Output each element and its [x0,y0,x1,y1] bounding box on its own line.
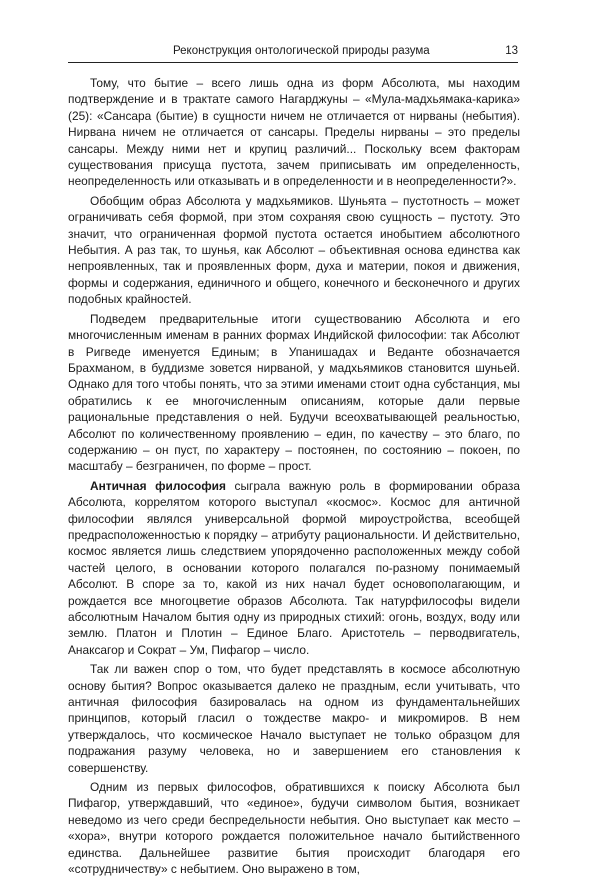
paragraph-text: Тому, что бытие – всего лишь одна из форм Абсолюта, мы находим подтверждение и в трактате самого Нагарджуны – «Мула-мадхьямака-карика» (25): «Сансара (бытие) в сущности ничем не отличается от нирваны (небытия). Нирвана ничем не отличается от сансары. Пределы нирваны – это пределы сансары. Между ними нет и крупиц различий... Поскольку всем факторам существования присуща пустота, зачем приписывать им определенность, неопределенность или отказывать и в определенности и в неопределенности?». [68,76,520,189]
paragraph-text: Так ли важен спор о том, что будет представлять в космосе абсолютную основу бытия? Вопрос оказывается далеко не праздным, если учитывать, что античная философия базировалась на одном из фундаментальнейших принципов, который гласил о тождестве макро- и микромиров. В нем утверждалось, что космическое Начало выступает не только образцом для подражания разуму человека, но и завершением его становления к совершенству. [68,662,520,775]
paragraph-2 [68,193,520,308]
page-number: 13 [505,45,518,57]
paragraph-text: Подведем предварительные итоги существованию Абсолюта и его многочисленным именам в ранних формах Индийской философии: так Абсолют в Ригведе именуется Единым; в Упанишадах и Веданте обозначается Брахманом, в буддизме зовется нирваной, у мадхьямиков становится шуньей. Однако для того чтобы понять, что за этими именами стоит одна субстанция, мы обратились к ее многочисленным описаниям, которые дали первые рациональные представления о ней. Будучи всеохватывающей реальностью, Абсолют по количественному проявлению – един, по качеству – это благо, по содержанию – он пуст, по характеру – постоянен, по состоянию – покоен, по масштабу – безграничен, по форме – прост. [68,311,520,474]
paragraph-4 [68,478,520,658]
body-text [68,75,520,881]
paragraph-3 [68,311,520,475]
running-header-title: Реконструкция онтологической природы разума [173,45,430,57]
running-header [68,44,518,60]
bold-term: Античная философия [90,478,226,493]
header-divider [68,62,518,63]
paragraph-text: Одним из первых философов, обратившихся к поиску Абсолюта был Пифагор, утверждавший, что «единое», будучи символом бытия, возникает неведомо из чего среди беспредельности небытия. Оно выступает как место – «хора», внутри которого рождается положительное начало бытийственного единства. Дальнейшее развитие бытия происходит благодаря его «сотрудничеству» с небытием. Оно выражено в том, [68,780,520,877]
paragraph-text: сыграла важную роль в формировании образа Абсолюта, коррелятом которого выступал «космос». Космос для античной философии являлся универсальной формой мироустройства, всеобщей предрасположенностью к порядку – атрибуту рациональности. И действительно, космос является лишь следствием упорядоченно расположенных между собой частей целого, в основании которого полагался по-разному понимаемый Абсолют. В споре за то, какой из них начал будет основополагающим, и рождается все многоцветие образов Абсолюта. Так натурфилософы видели абсолютным Началом бытия одну из природных стихий: огонь, воздух, воду или землю. Платон и Плотин – Единое Благо. Аристотель – перводвигатель, Анаксагор и Сократ – Ум, Пифагор – число. [68,478,520,657]
paragraph-6 [68,779,520,877]
paragraph-1 [68,75,520,190]
paragraph-5 [68,661,520,776]
paragraph-text: Обобщим образ Абсолюта у мадхьямиков. Шуньята – пустотность – может ограничивать себя формой, при этом сохраняя свою сущность – пустоту. Это значит, что ограниченная формой пустота остается инобытием абсолютного Небытия. А раз так, то шунья, как Абсолют – объективная основа единства как непроявленных, так и проявленных форм, духа и материи, покоя и движения, формы и содержания, единичного и общего, конечного и бесконечного и других подобных крайностей. [68,193,520,307]
